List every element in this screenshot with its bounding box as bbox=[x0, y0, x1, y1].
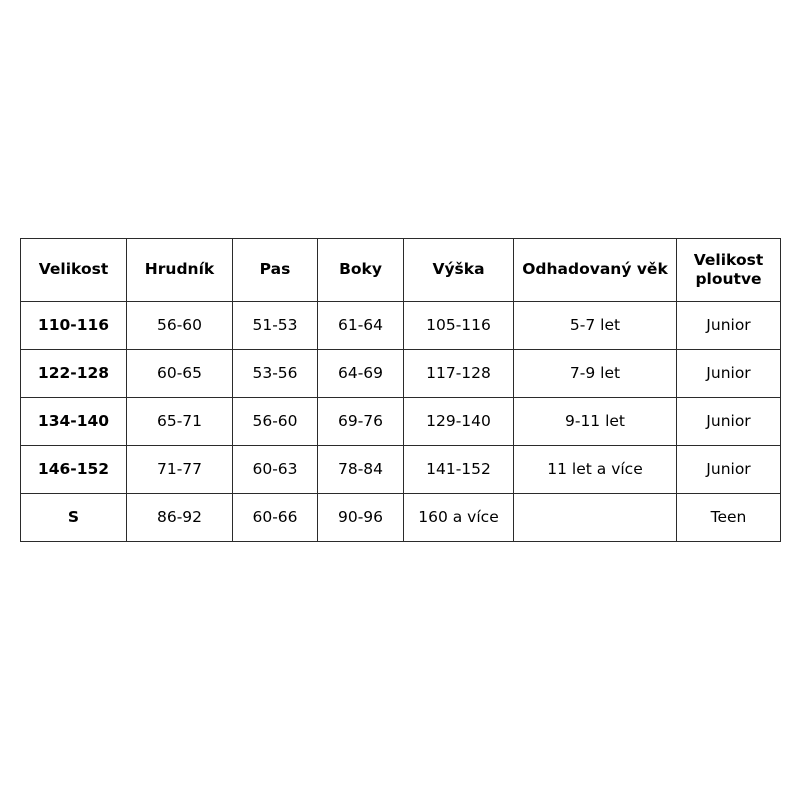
column-header-velikost-label: Velikost bbox=[38, 260, 109, 279]
cell-vyska bbox=[404, 446, 514, 494]
cell-boky-value: 78-84 bbox=[337, 459, 384, 478]
cell-ploutve-value: Teen bbox=[710, 507, 747, 526]
table-row bbox=[21, 302, 781, 350]
column-header-hrudnik bbox=[127, 239, 233, 302]
size-table-container bbox=[20, 238, 780, 542]
column-header-boky bbox=[318, 239, 404, 302]
column-header-boky-label: Boky bbox=[339, 260, 382, 279]
column-header-velikost-ploutve bbox=[677, 239, 781, 302]
table-header bbox=[21, 239, 781, 302]
cell-pas bbox=[233, 494, 318, 542]
cell-velikost bbox=[21, 494, 127, 542]
column-header-velikost-ploutve-label: Velikost ploutve bbox=[693, 250, 764, 288]
cell-ploutve bbox=[677, 494, 781, 542]
cell-pas-value: 56-60 bbox=[252, 411, 298, 430]
cell-velikost-value: 146-152 bbox=[37, 459, 110, 478]
cell-pas bbox=[233, 350, 318, 398]
cell-vek-value: 7-9 let bbox=[569, 363, 621, 382]
cell-vek-value: 5-7 let bbox=[569, 315, 621, 334]
cell-velikost-value: 122-128 bbox=[37, 363, 110, 382]
cell-ploutve bbox=[677, 302, 781, 350]
cell-vyska-value: 160 a více bbox=[418, 507, 499, 526]
cell-hrudnik bbox=[127, 398, 233, 446]
cell-hrudnik bbox=[127, 446, 233, 494]
cell-vyska-value: 117-128 bbox=[426, 363, 491, 382]
table-body bbox=[21, 302, 781, 542]
column-header-odhadovany-vek-label: Odhadovaný věk bbox=[522, 260, 668, 279]
cell-boky-value: 69-76 bbox=[337, 411, 384, 430]
cell-pas bbox=[233, 446, 318, 494]
column-header-vyska bbox=[404, 239, 514, 302]
cell-ploutve-value: Junior bbox=[706, 363, 751, 382]
cell-velikost-value: S bbox=[67, 507, 80, 526]
cell-boky bbox=[318, 398, 404, 446]
cell-pas-value: 60-66 bbox=[252, 507, 298, 526]
cell-boky bbox=[318, 494, 404, 542]
cell-vyska bbox=[404, 350, 514, 398]
cell-ploutve bbox=[677, 446, 781, 494]
table-row bbox=[21, 446, 781, 494]
cell-pas bbox=[233, 398, 318, 446]
column-header-hrudnik-label: Hrudník bbox=[144, 260, 215, 279]
cell-velikost bbox=[21, 350, 127, 398]
size-table bbox=[20, 238, 781, 542]
table-row bbox=[21, 494, 781, 542]
cell-hrudnik bbox=[127, 494, 233, 542]
cell-ploutve-value: Junior bbox=[706, 315, 751, 334]
cell-vek bbox=[514, 494, 677, 542]
cell-hrudnik-value: 86-92 bbox=[156, 507, 203, 526]
cell-pas-value: 53-56 bbox=[252, 363, 298, 382]
cell-vyska bbox=[404, 398, 514, 446]
cell-velikost bbox=[21, 398, 127, 446]
column-header-odhadovany-vek bbox=[514, 239, 677, 302]
cell-vek bbox=[514, 446, 677, 494]
cell-ploutve-value: Junior bbox=[706, 459, 751, 478]
cell-vyska bbox=[404, 302, 514, 350]
cell-vyska bbox=[404, 494, 514, 542]
cell-velikost-value: 110-116 bbox=[37, 315, 110, 334]
cell-hrudnik-value: 56-60 bbox=[156, 315, 203, 334]
cell-vek-value: 9-11 let bbox=[564, 411, 626, 430]
cell-vek bbox=[514, 302, 677, 350]
cell-vyska-value: 141-152 bbox=[426, 459, 491, 478]
column-header-vyska-label: Výška bbox=[432, 260, 485, 279]
cell-vek bbox=[514, 350, 677, 398]
cell-hrudnik-value: 65-71 bbox=[156, 411, 203, 430]
column-header-pas-label: Pas bbox=[259, 260, 291, 279]
cell-velikost bbox=[21, 446, 127, 494]
cell-hrudnik bbox=[127, 302, 233, 350]
cell-vyska-value: 105-116 bbox=[426, 315, 491, 334]
cell-boky-value: 61-64 bbox=[337, 315, 384, 334]
column-header-pas bbox=[233, 239, 318, 302]
cell-ploutve bbox=[677, 350, 781, 398]
table-header-row bbox=[21, 239, 781, 302]
cell-velikost bbox=[21, 302, 127, 350]
cell-boky-value: 64-69 bbox=[337, 363, 384, 382]
cell-hrudnik-value: 71-77 bbox=[156, 459, 203, 478]
cell-ploutve bbox=[677, 398, 781, 446]
cell-pas-value: 60-63 bbox=[252, 459, 298, 478]
cell-pas bbox=[233, 302, 318, 350]
cell-ploutve-value: Junior bbox=[706, 411, 751, 430]
table-row bbox=[21, 350, 781, 398]
cell-vek-value: 11 let a více bbox=[547, 459, 643, 478]
cell-boky bbox=[318, 302, 404, 350]
cell-boky-value: 90-96 bbox=[337, 507, 384, 526]
cell-velikost-value: 134-140 bbox=[37, 411, 110, 430]
cell-boky bbox=[318, 446, 404, 494]
cell-boky bbox=[318, 350, 404, 398]
cell-hrudnik-value: 60-65 bbox=[156, 363, 203, 382]
column-header-velikost bbox=[21, 239, 127, 302]
cell-pas-value: 51-53 bbox=[252, 315, 298, 334]
table-row bbox=[21, 398, 781, 446]
cell-vyska-value: 129-140 bbox=[426, 411, 491, 430]
cell-hrudnik bbox=[127, 350, 233, 398]
cell-vek bbox=[514, 398, 677, 446]
